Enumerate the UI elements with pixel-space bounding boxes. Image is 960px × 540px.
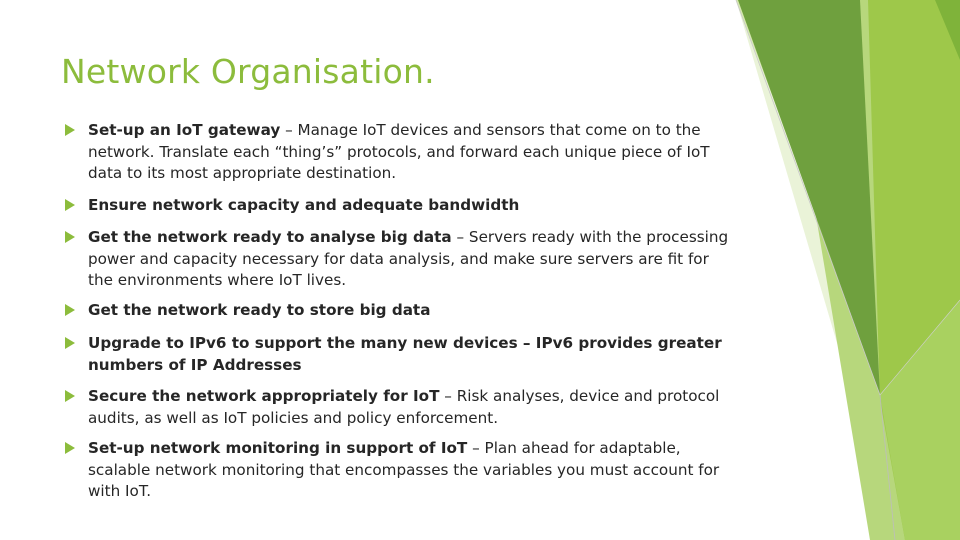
bullet-heading: Set-up network monitoring in support of IoT	[88, 439, 468, 457]
bullet-text	[88, 438, 738, 503]
bullet-heading: Get the network ready to store big data	[88, 301, 431, 319]
bullet-heading: Set-up an IoT gateway	[88, 121, 281, 139]
bullet-item	[64, 195, 744, 217]
triangle-right-icon	[64, 300, 88, 318]
bullet-item	[64, 438, 744, 503]
bullet-item	[64, 386, 744, 429]
bullet-heading: Upgrade to IPv6 to support the many new devices – IPv6 provides greater numbers of IP Addresses	[88, 334, 722, 374]
bullet-item	[64, 333, 744, 376]
bullet-heading: Get the network ready to analyse big data	[88, 228, 452, 246]
bullet-heading: Secure the network appropriately for IoT	[88, 387, 440, 405]
bullet-detail: – Plan ahead for adaptable, scalable network monitoring that encompasses the variables you must account for with IoT.	[88, 439, 720, 501]
triangle-right-icon	[64, 386, 88, 404]
triangle-right-icon	[64, 438, 88, 456]
bullet-item	[64, 300, 744, 322]
bullet-text	[88, 386, 738, 429]
triangle-right-icon	[64, 120, 88, 138]
bullet-detail: – Servers ready with the processing power and capacity necessary for data analysis, and make sure servers are fit for the environments where IoT lives.	[88, 228, 729, 290]
bullet-text	[88, 195, 738, 217]
bullet-text	[88, 227, 738, 292]
bullet-text	[88, 333, 738, 376]
slide-title: Network Organisation.	[61, 52, 435, 91]
bullet-item	[64, 120, 744, 185]
bullet-text	[88, 300, 738, 322]
triangle-right-icon	[64, 227, 88, 245]
triangle-right-icon	[64, 333, 88, 351]
bullet-item	[64, 227, 744, 292]
triangle-right-icon	[64, 195, 88, 213]
bullet-text	[88, 120, 738, 185]
bullet-detail: – Manage IoT devices and sensors that come on to the network. Translate each “thing’s” protocols, and forward each unique piece of IoT data to its most appropriate destination.	[88, 121, 710, 183]
bullet-heading: Ensure network capacity and adequate bandwidth	[88, 196, 520, 214]
bullet-detail: – Risk analyses, device and protocol audits, as well as IoT policies and policy enforcement.	[88, 387, 720, 427]
